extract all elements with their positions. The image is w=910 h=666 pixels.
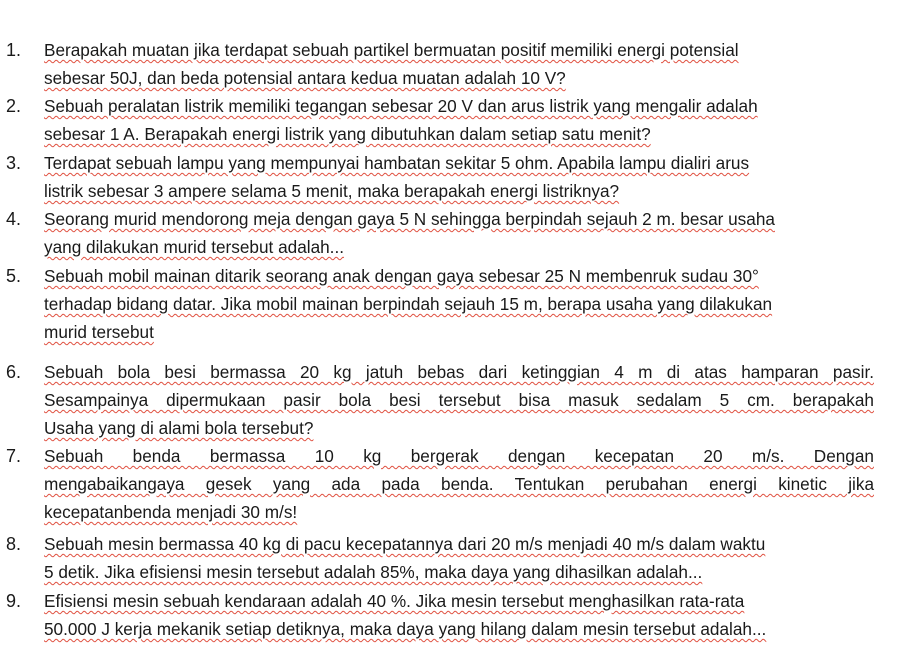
- question-number: 1.: [6, 40, 22, 60]
- question-line: terhadap bidang datar. Jika mobil mainan berpindah sejauh 15 m, berapa usaha yang dilakukan: [44, 294, 773, 314]
- question-number: 2.: [6, 96, 22, 116]
- question-line: Sesampainya dipermukaan pasir bola besi tersebut bisa masuk sedalam 5 cm. berapakah: [44, 390, 874, 410]
- question-line: listrik sebesar 3 ampere selama 5 menit, maka berapakah energi listriknya?: [44, 181, 620, 201]
- question-line: murid tersebut: [44, 322, 154, 342]
- question-line: Sebuah bola besi bermassa 20 kg jatuh bebas dari ketinggian 4 m di atas hamparan pasir.: [44, 362, 874, 382]
- question-number: 5.: [6, 266, 22, 286]
- question-line: Sebuah benda bermassa 10 kg bergerak dengan kecepatan 20 m/s. Dengan: [44, 446, 874, 466]
- question-number: 3.: [6, 153, 22, 173]
- question-line: yang dilakukan murid tersebut adalah...: [44, 237, 345, 257]
- question-line: 50.000 J kerja mekanik setiap detiknya, maka daya yang hilang dalam mesin tersebut adalah...: [44, 619, 767, 639]
- question-line: Efisiensi mesin sebuah kendaraan adalah 40 %. Jika mesin tersebut menghasilkan rata-rata: [44, 591, 745, 611]
- question-number: 6.: [6, 362, 22, 382]
- question-line: Terdapat sebuah lampu yang mempunyai hambatan sekitar 5 ohm. Apabila lampu dialiri arus: [44, 153, 750, 173]
- question-line: Sebuah mesin bermassa 40 kg di pacu kecepatannya dari 20 m/s menjadi 40 m/s dalam waktu: [44, 534, 766, 554]
- question-number: 8.: [6, 534, 22, 554]
- question-line: sebesar 50J, dan beda potensial antara kedua muatan adalah 10 V?: [44, 68, 566, 88]
- question-line: sebesar 1 A. Berapakah energi listrik yang dibutuhkan dalam setiap satu menit?: [44, 124, 651, 144]
- question-number: 4.: [6, 209, 22, 229]
- question-line: Sebuah peralatan listrik memiliki tegangan sebesar 20 V dan arus listrik yang mengalir adalah: [44, 96, 758, 116]
- question-line: Seorang murid mendorong meja dengan gaya 5 N sehingga berpindah sejauh 2 m. besar usaha: [44, 209, 775, 229]
- question-line: Usaha yang di alami bola tersebut?: [44, 418, 314, 438]
- question-line: 5 detik. Jika efisiensi mesin tersebut adalah 85%, maka daya yang dihasilkan adalah...: [44, 562, 703, 582]
- question-line: kecepatanbenda menjadi 30 m/s!: [44, 502, 298, 522]
- question-number: 9.: [6, 591, 22, 611]
- question-number: 7.: [6, 446, 22, 466]
- question-line: Sebuah mobil mainan ditarik seorang anak dengan gaya sebesar 25 N membenruk sudau 30°: [44, 266, 759, 286]
- question-line: Berapakah muatan jika terdapat sebuah partikel bermuatan positif memiliki energi potensial: [44, 40, 739, 60]
- question-line: mengabaikangaya gesek yang ada pada benda. Tentukan perubahan energi kinetic jika: [44, 474, 874, 494]
